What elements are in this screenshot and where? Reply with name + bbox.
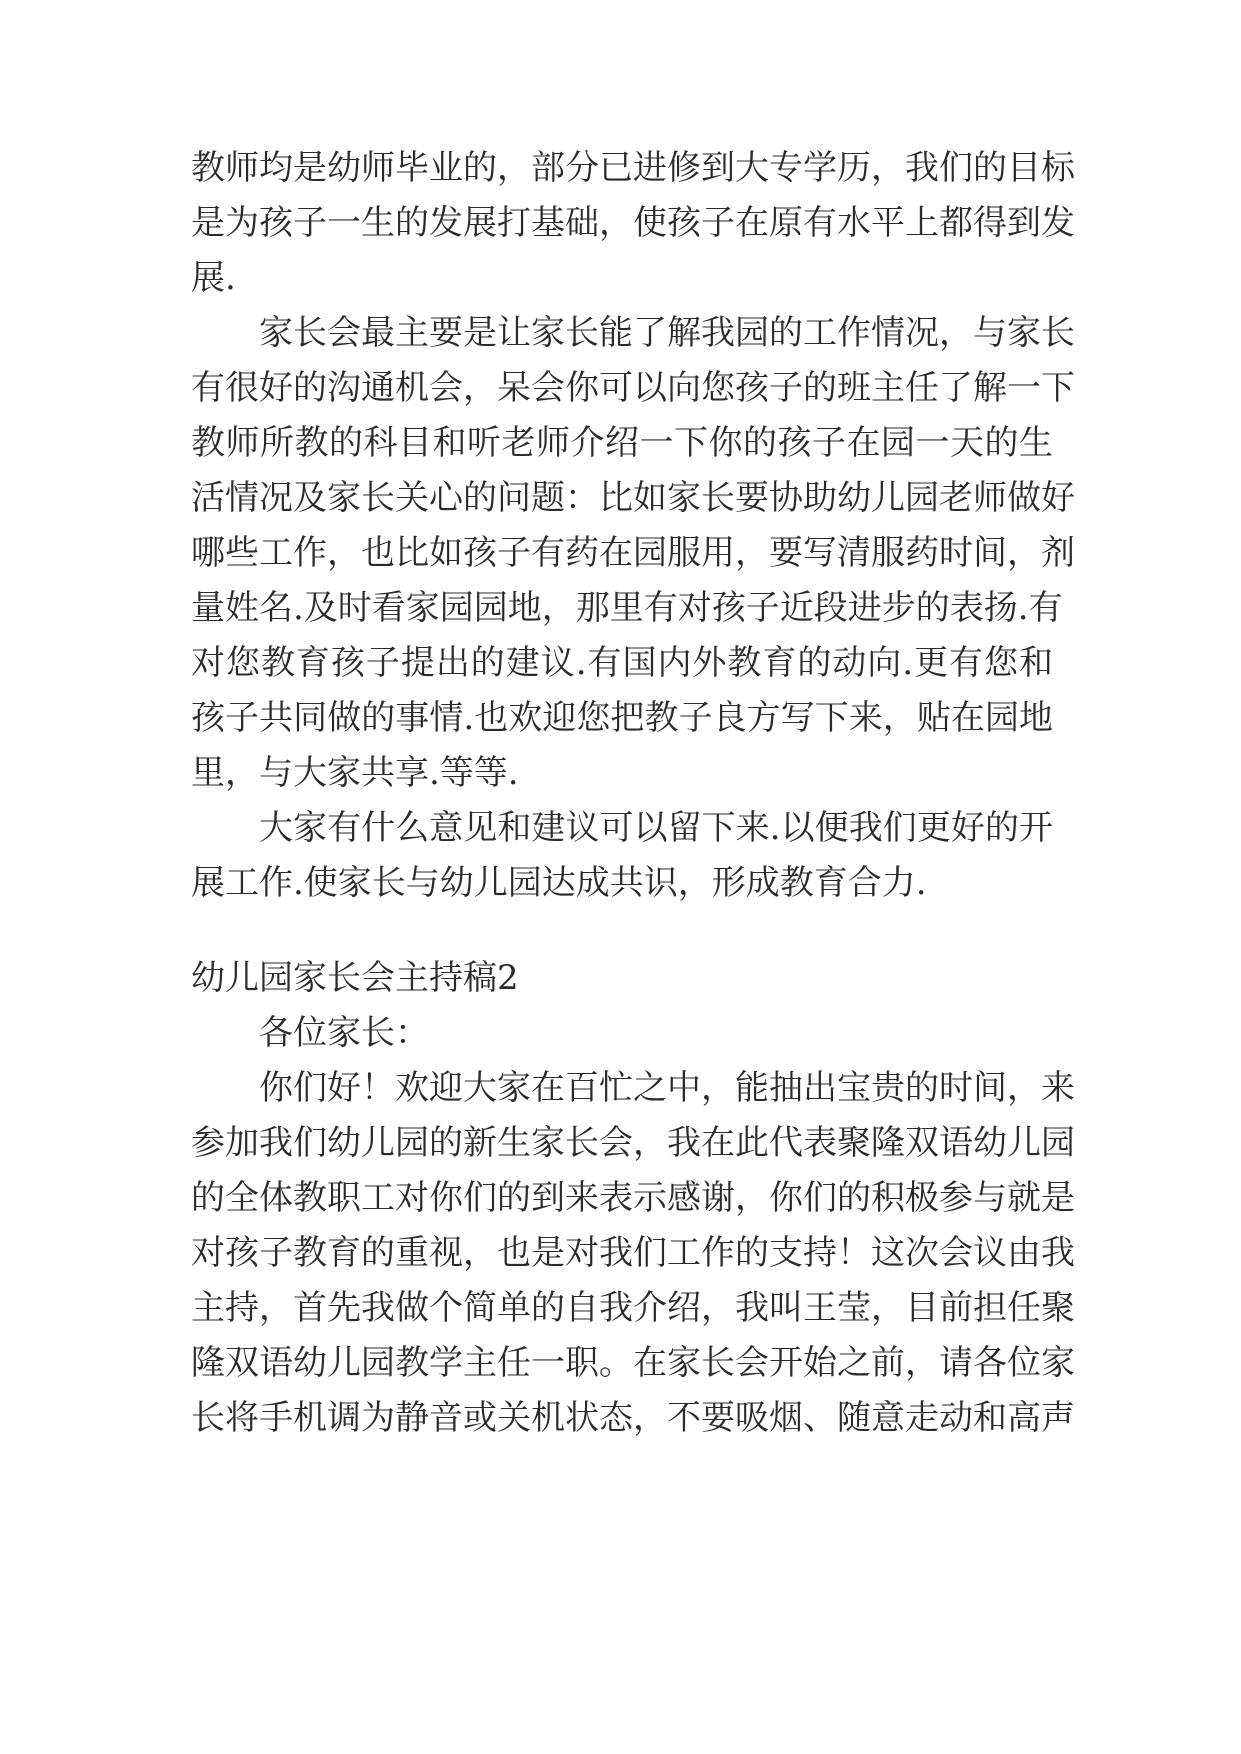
paragraph-5-line-1: 你们好！欢迎大家在百忙之中，能抽出宝贵的时间，来 [259,1068,1075,1108]
paragraph-1-line-3: 展. [191,258,236,298]
section-heading: 幼儿园家长会主持稿2 [191,958,519,998]
paragraph-3-line-1: 大家有什么意见和建议可以留下来.以便我们更好的开 [259,808,1053,848]
paragraph-5-line-2: 参加我们幼儿园的新生家长会，我在此代表聚隆双语幼儿园 [191,1123,1075,1163]
paragraph-5-line-6: 隆双语幼儿园教学主任一职。在家长会开始之前，请各位家 [191,1343,1075,1383]
paragraph-3-line-2: 展工作.使家长与幼儿园达成共识，形成教育合力. [191,863,927,903]
paragraph-2-line-6: 量姓名.及时看家园园地，那里有对孩子近段进步的表扬.有 [191,588,1063,628]
salutation: 各位家长： [259,1013,429,1053]
paragraph-5-line-5: 主持，首先我做个简单的自我介绍，我叫王莹，目前担任聚 [191,1288,1075,1328]
paragraph-2-line-4: 活情况及家长关心的问题：比如家长要协助幼儿园老师做好 [191,478,1075,518]
paragraph-2-line-9: 里，与大家共享.等等. [191,753,519,793]
paragraph-2-line-7: 对您教育孩子提出的建议.有国内外教育的动向.更有您和 [191,643,1053,683]
paragraph-2-line-3: 教师所教的科目和听老师介绍一下你的孩子在园一天的生 [191,423,1053,463]
paragraph-2-line-5: 哪些工作，也比如孩子有药在园服用，要写清服药时间，剂 [191,533,1075,573]
paragraph-2-line-8: 孩子共同做的事情.也欢迎您把教子良方写下来，贴在园地 [191,698,1053,738]
paragraph-2-line-2: 有很好的沟通机会，呆会你可以向您孩子的班主任了解一下 [191,368,1075,408]
paragraph-2-line-1: 家长会最主要是让家长能了解我园的工作情况，与家长 [259,313,1075,353]
paragraph-1-line-2: 是为孩子一生的发展打基础，使孩子在原有水平上都得到发 [191,203,1075,243]
paragraph-1-line-1: 教师均是幼师毕业的，部分已进修到大专学历，我们的目标 [191,148,1075,188]
paragraph-5-line-4: 对孩子教育的重视，也是对我们工作的支持！这次会议由我 [191,1233,1075,1273]
paragraph-5-line-7: 长将手机调为静音或关机状态，不要吸烟、随意走动和高声 [191,1398,1075,1438]
paragraph-5-line-3: 的全体教职工对你们的到来表示感谢，你们的积极参与就是 [191,1178,1075,1218]
